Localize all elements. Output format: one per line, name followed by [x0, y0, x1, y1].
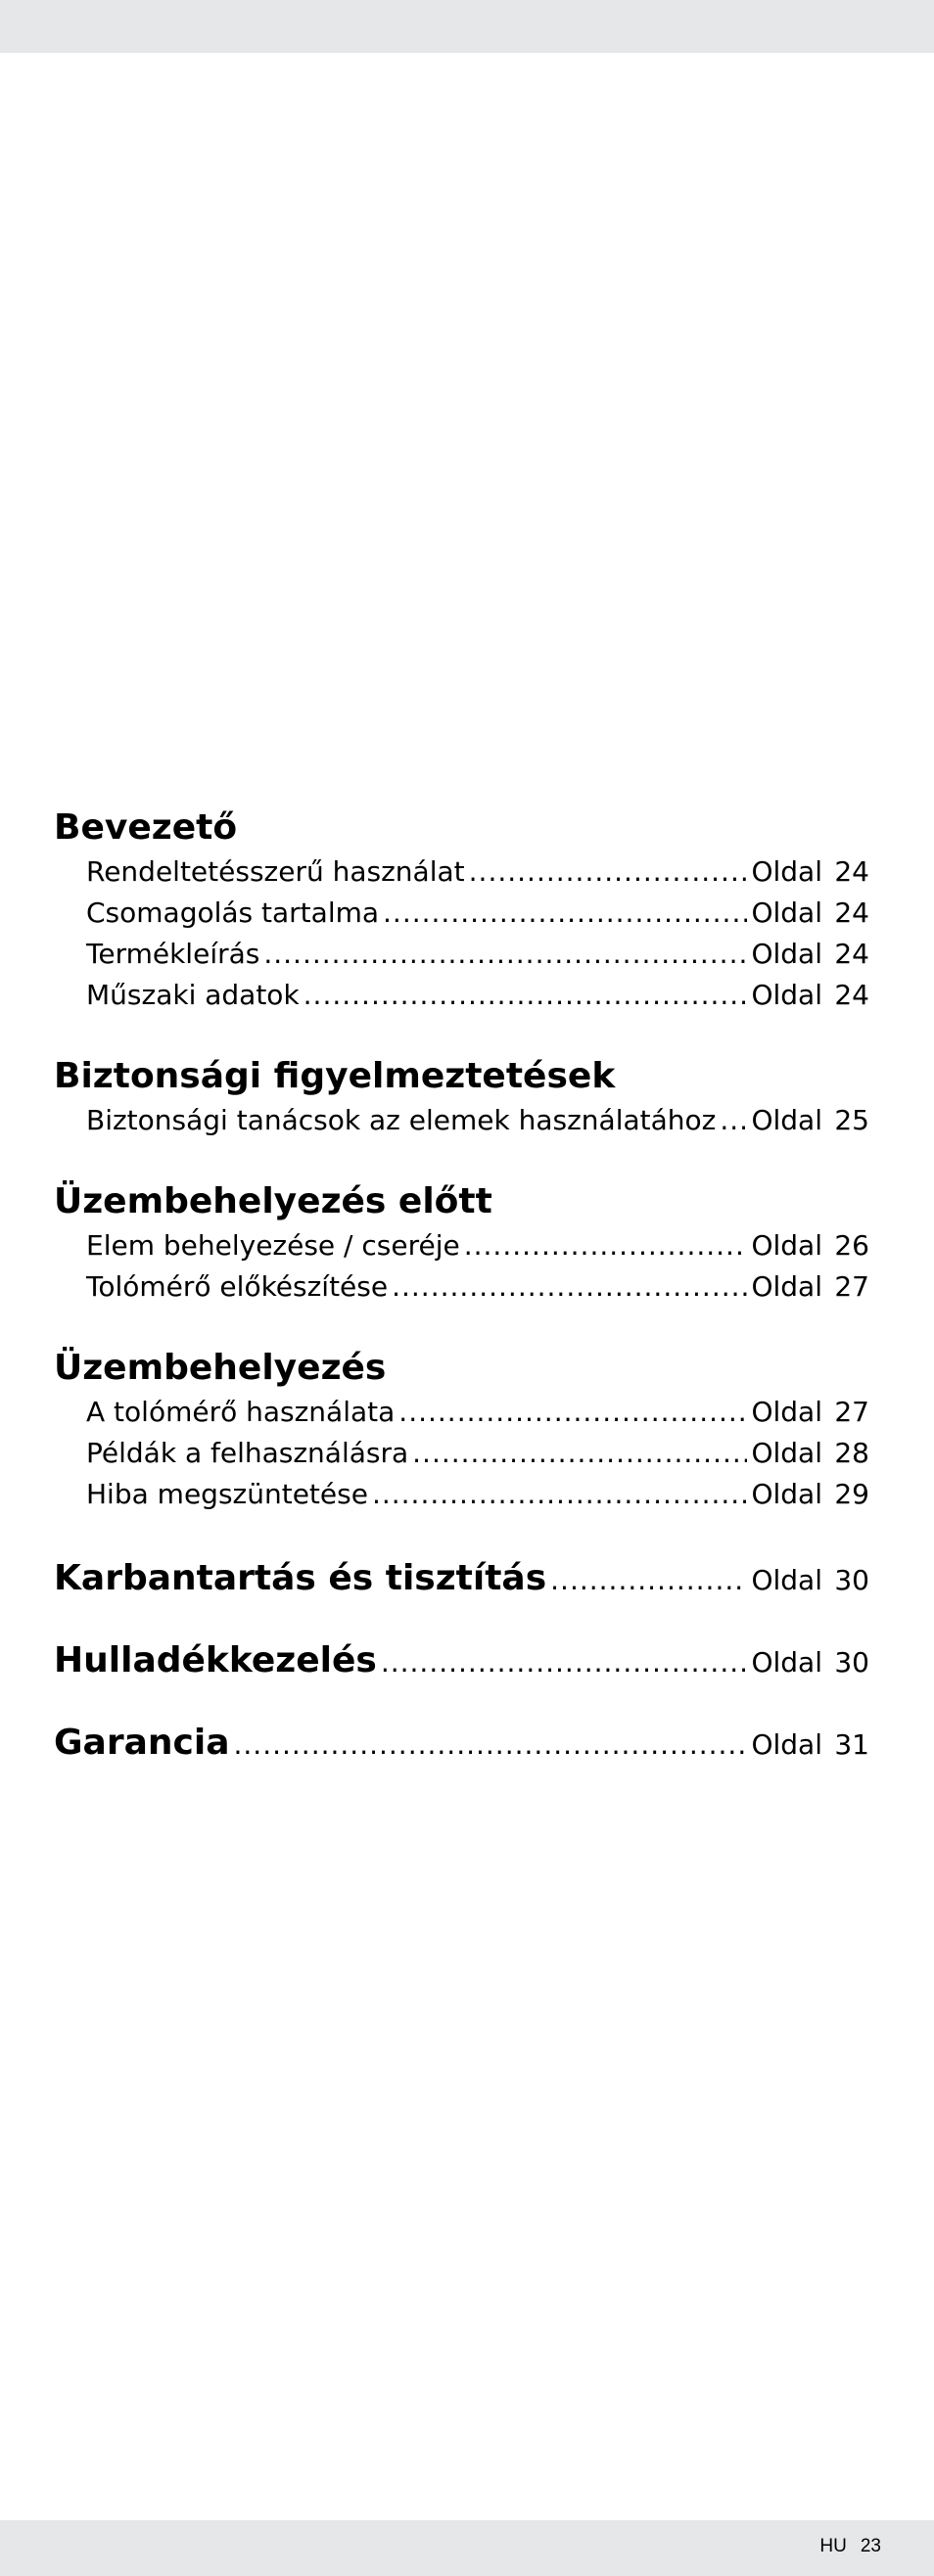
page-footer [819, 2536, 881, 2557]
page-label: Oldal [751, 1646, 822, 1679]
toc-entry [54, 1266, 869, 1308]
toc-heading-entry [54, 1634, 869, 1687]
entry-title: A tolómérő használata [86, 1396, 396, 1428]
dot-leader [392, 1266, 747, 1308]
page-label: Oldal [751, 1104, 822, 1136]
section-heading: Biztonsági figyelmeztetések [54, 1056, 616, 1096]
page-number: 25 [834, 1104, 869, 1136]
toc-section-bevezeto [54, 805, 869, 1016]
toc-section-uzembehelyezes [54, 1345, 869, 1515]
page-label: Oldal [751, 1270, 822, 1303]
dot-leader [412, 1433, 747, 1474]
section-heading: Üzembehelyezés [54, 1348, 387, 1388]
dot-leader [304, 975, 748, 1016]
toc-heading-entry-hulladek [54, 1634, 869, 1687]
section-heading: Bevezető [54, 807, 238, 848]
entry-title: Garancia [54, 1723, 230, 1763]
page-label: Oldal [751, 897, 822, 929]
page-number: 24 [834, 855, 869, 888]
page-label: Oldal [751, 1728, 822, 1761]
entry-title: Termékleírás [86, 938, 260, 970]
dot-leader [464, 1225, 748, 1266]
toc-entry [54, 893, 869, 934]
header-band [0, 0, 934, 53]
page-number: 24 [834, 979, 869, 1011]
dot-leader [381, 1636, 748, 1689]
toc-entry [54, 1474, 869, 1515]
toc-entry [54, 1433, 869, 1474]
page-label: Oldal [751, 1229, 822, 1262]
entry-title: Hulladékkezelés [54, 1640, 377, 1680]
toc-entry [54, 975, 869, 1016]
dot-leader [469, 851, 748, 893]
page-number: 29 [834, 1478, 869, 1510]
page-number: 27 [834, 1270, 869, 1303]
entry-title: Tolómérő előkészítése [86, 1270, 389, 1303]
page-label: Oldal [751, 979, 822, 1011]
dot-leader [398, 1392, 747, 1433]
toc-section-uzembehelyezes-elott [54, 1178, 869, 1308]
toc-entry [54, 1392, 869, 1433]
toc-entry [54, 1100, 869, 1141]
dot-leader [263, 934, 747, 975]
dot-leader [234, 1719, 748, 1771]
entry-title: Műszaki adatok [86, 979, 300, 1011]
footer-page-number: 23 [860, 2536, 881, 2556]
dot-leader [720, 1100, 747, 1141]
toc-heading-entry [54, 1717, 869, 1770]
entry-title: Karbantartás és tisztítás [54, 1558, 547, 1598]
entry-title: Rendeltetésszerű használat [86, 855, 465, 888]
toc-heading-entry-karbantartas [54, 1552, 869, 1605]
page-label: Oldal [751, 938, 822, 970]
dot-leader [372, 1474, 748, 1515]
table-of-contents [54, 805, 869, 1799]
toc-section-biztonsagi [54, 1053, 869, 1141]
entry-title: Elem behelyezése / cseréje [86, 1229, 460, 1262]
page-label: Oldal [751, 1396, 822, 1428]
page-label: Oldal [751, 1437, 822, 1469]
page-label: Oldal [751, 1478, 822, 1510]
toc-heading-entry [54, 1552, 869, 1605]
page-number: 24 [834, 897, 869, 929]
footer-band [0, 2520, 934, 2576]
dot-leader [550, 1554, 747, 1607]
section-heading: Üzembehelyezés előtt [54, 1181, 492, 1221]
entry-title: Biztonsági tanácsok az elemek használatához [86, 1104, 717, 1136]
toc-entry [54, 851, 869, 893]
page-number: 27 [834, 1396, 869, 1428]
language-code: HU [819, 2536, 847, 2556]
page-label: Oldal [751, 855, 822, 888]
page-number: 24 [834, 938, 869, 970]
toc-entry [54, 934, 869, 975]
toc-entry [54, 1225, 869, 1266]
dot-leader [383, 893, 747, 934]
entry-title: Csomagolás tartalma [86, 897, 380, 929]
page-number: 31 [834, 1728, 869, 1761]
page-number: 26 [834, 1229, 869, 1262]
toc-heading-entry-garancia [54, 1717, 869, 1770]
page-number: 30 [834, 1646, 869, 1679]
page-label: Oldal [751, 1564, 822, 1596]
page-number: 30 [834, 1564, 869, 1596]
entry-title: Példák a felhasználásra [86, 1437, 409, 1469]
entry-title: Hiba megszüntetése [86, 1478, 368, 1510]
page-number: 28 [834, 1437, 869, 1469]
